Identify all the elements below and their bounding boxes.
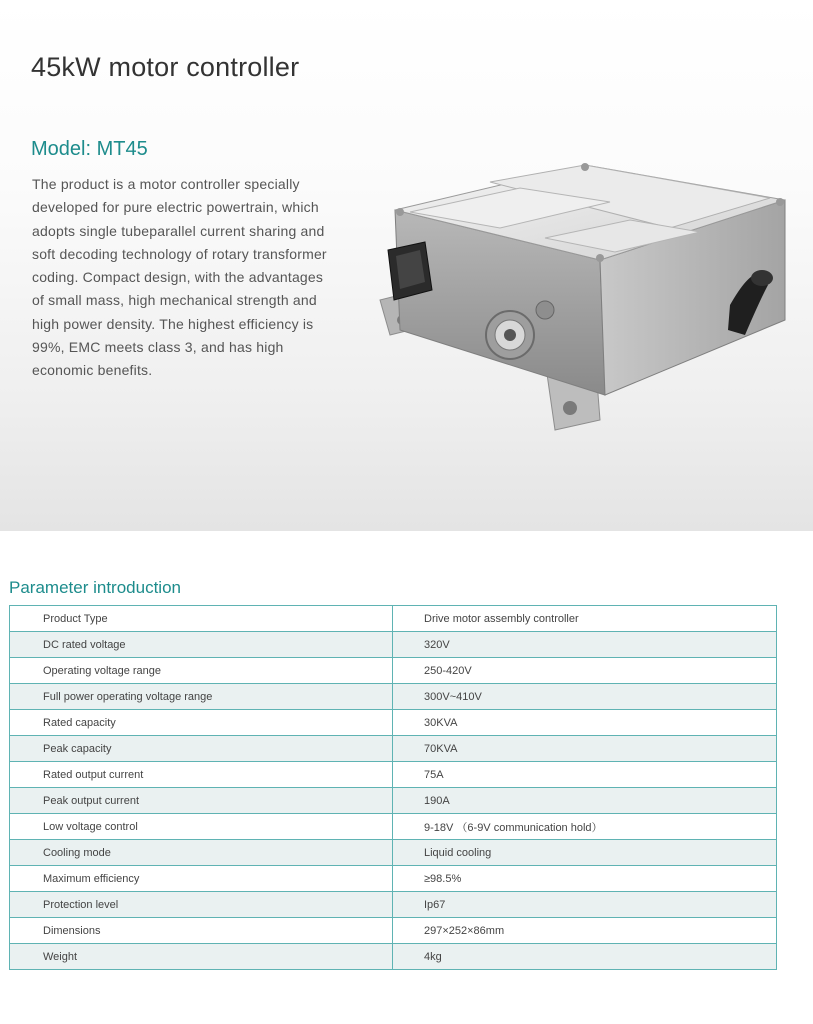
param-value: Liquid cooling <box>393 840 777 866</box>
table-row <box>10 918 777 944</box>
param-value: Ip67 <box>393 892 777 918</box>
param-label: Cooling mode <box>10 840 393 866</box>
table-row <box>10 788 777 814</box>
param-value: ≥98.5% <box>393 866 777 892</box>
param-value: 250-420V <box>393 658 777 684</box>
table-row <box>10 840 777 866</box>
param-label: Weight <box>10 944 393 970</box>
param-label: Peak capacity <box>10 736 393 762</box>
table-row <box>10 866 777 892</box>
param-label: Full power operating voltage range <box>10 684 393 710</box>
parameter-table <box>9 605 777 970</box>
param-value: 4kg <box>393 944 777 970</box>
table-row <box>10 632 777 658</box>
param-value: 190A <box>393 788 777 814</box>
param-label: Low voltage control <box>10 814 393 840</box>
motor-controller-image <box>370 150 800 450</box>
table-row <box>10 762 777 788</box>
param-value: 75A <box>393 762 777 788</box>
param-value: 70KVA <box>393 736 777 762</box>
table-row <box>10 606 777 632</box>
param-label: Rated capacity <box>10 710 393 736</box>
parameter-section-title: Parameter introduction <box>9 578 181 597</box>
param-value: 300V~410V <box>393 684 777 710</box>
table-row <box>10 944 777 970</box>
param-label: Operating voltage range <box>10 658 393 684</box>
table-row <box>10 892 777 918</box>
param-label: Product Type <box>10 606 393 632</box>
table-row <box>10 814 777 840</box>
param-value: 9-18V （6-9V communication hold） <box>393 814 777 840</box>
model-label: Model: MT45 <box>31 138 148 160</box>
product-description: The product is a motor controller specially developed for pure electric powertrain, which adopts single tubeparallel current sharing and soft decoding technology of rotary transformer coding. Compact design, with the advantages of small mass, high mechanical strength and high power density. The highest efficiency is 99%, EMC meets class 3, and has high economic benefits. <box>32 176 327 379</box>
param-value: 30KVA <box>393 710 777 736</box>
param-value: 297×252×86mm <box>393 918 777 944</box>
param-value: Drive motor assembly controller <box>393 606 777 632</box>
param-label: DC rated voltage <box>10 632 393 658</box>
param-label: Peak output current <box>10 788 393 814</box>
param-label: Dimensions <box>10 918 393 944</box>
param-label: Maximum efficiency <box>10 866 393 892</box>
table-row <box>10 736 777 762</box>
page-title: 45kW motor controller <box>31 52 300 82</box>
table-row <box>10 684 777 710</box>
param-value: 320V <box>393 632 777 658</box>
table-row <box>10 658 777 684</box>
param-label: Rated output current <box>10 762 393 788</box>
param-label: Protection level <box>10 892 393 918</box>
table-row <box>10 710 777 736</box>
